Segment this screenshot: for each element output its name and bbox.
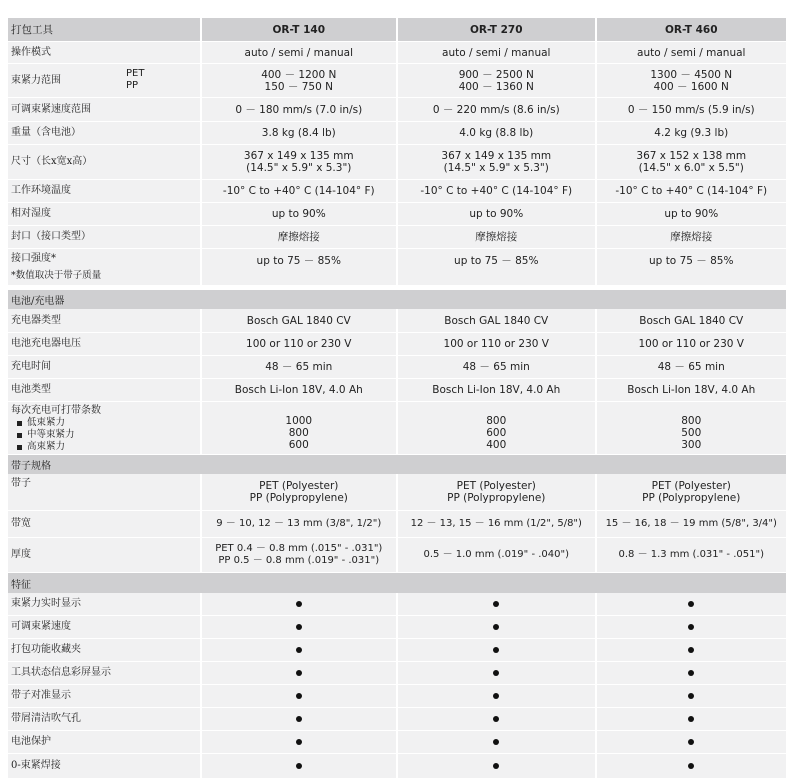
row-seal-type bbox=[8, 226, 786, 249]
value-line: PP (Polypropylene) bbox=[447, 492, 546, 504]
value-line: 300 bbox=[681, 439, 702, 451]
bullet-dot-icon bbox=[493, 739, 499, 745]
bullet-dot-icon bbox=[493, 716, 499, 722]
cell-value: Bosch GAL 1840 CV bbox=[398, 309, 594, 332]
row-label: 带子 bbox=[8, 474, 200, 510]
bullet-dot-icon bbox=[493, 693, 499, 699]
bullet-dot-icon bbox=[296, 670, 302, 676]
feature-label: 可调束紧速度 bbox=[8, 616, 200, 638]
value-line: 400 － 1360 N bbox=[458, 80, 534, 93]
value-line: 800 bbox=[288, 427, 309, 439]
sub-label-pp: PP bbox=[126, 80, 139, 91]
cell-value bbox=[398, 538, 594, 572]
row-label: 充电时间 bbox=[8, 356, 200, 378]
bullet-dot-icon bbox=[688, 601, 694, 607]
feature-label: 带屑清洁吹气孔 bbox=[8, 708, 200, 730]
value-line: 400 － 1200 N bbox=[261, 68, 337, 81]
cell-value: -10° C to +40° C (14-104° F) bbox=[202, 180, 397, 202]
value-line: PET (Polyester) bbox=[456, 480, 536, 492]
cell-feature bbox=[202, 616, 397, 638]
cell-feature bbox=[202, 708, 397, 730]
model-or-t-140: OR-T 140 bbox=[202, 18, 397, 41]
cell-value bbox=[398, 474, 594, 510]
row-operating-mode bbox=[8, 42, 786, 64]
cell-feature bbox=[398, 616, 594, 638]
row-label: 电池类型 bbox=[8, 379, 200, 401]
cell-value bbox=[597, 145, 787, 179]
cell-value bbox=[202, 145, 397, 179]
bullet-dot-icon bbox=[688, 670, 694, 676]
cell-feature bbox=[597, 708, 787, 730]
value-line: (14.5" x 5.9" x 5.3") bbox=[443, 162, 549, 174]
value-line: 500 bbox=[681, 427, 702, 439]
row-feature bbox=[8, 708, 786, 731]
row-label: 操作模式 bbox=[8, 42, 200, 63]
row-charger-voltage bbox=[8, 333, 786, 356]
cell-value bbox=[597, 402, 787, 454]
bullet-dot-icon bbox=[296, 693, 302, 699]
row-feature bbox=[8, 593, 786, 616]
cell-value bbox=[398, 402, 594, 454]
value-line: 600 bbox=[288, 439, 309, 451]
bullet-text: 低束紧力 bbox=[27, 417, 66, 428]
cell-feature bbox=[398, 754, 594, 778]
bullet-dot-icon bbox=[296, 763, 302, 769]
feature-label: 带子对准显示 bbox=[8, 685, 200, 707]
cell-value bbox=[597, 538, 787, 572]
cell-value: up to 90% bbox=[398, 203, 594, 225]
section-strap-specs: 带子规格 bbox=[8, 455, 786, 474]
row-label: 带宽 bbox=[8, 511, 200, 537]
cell-value: auto / semi / manual bbox=[202, 42, 397, 63]
row-label: 每次充电可打带条数 bbox=[11, 405, 101, 416]
cell-value: -10° C to +40° C (14-104° F) bbox=[398, 180, 594, 202]
cell-value: 3.8 kg (8.4 lb) bbox=[202, 122, 397, 144]
feature-label: 0-束紧焊接 bbox=[8, 754, 200, 778]
value-line: PET (Polyester) bbox=[651, 480, 731, 492]
row-feature bbox=[8, 662, 786, 685]
value-line: 367 x 149 x 135 mm bbox=[441, 150, 552, 162]
bullet-dot-icon bbox=[296, 624, 302, 630]
bullet-dot-icon bbox=[688, 739, 694, 745]
bullet-dot-icon bbox=[688, 647, 694, 653]
cell-value: 4.0 kg (8.8 lb) bbox=[398, 122, 594, 144]
row-feature bbox=[8, 616, 786, 639]
bullet-dot-icon bbox=[493, 647, 499, 653]
value-line: 900 － 2500 N bbox=[458, 68, 534, 81]
cell-feature bbox=[597, 662, 787, 684]
value-line: PET 0.4 － 0.8 mm (.015" - .031") bbox=[215, 543, 383, 554]
value-line: 400 bbox=[486, 439, 507, 451]
bullet-dot-icon bbox=[688, 716, 694, 722]
row-label: 充电器类型 bbox=[8, 309, 200, 332]
bullet-dot-icon bbox=[493, 601, 499, 607]
cell-value: 摩擦熔接 bbox=[398, 226, 594, 248]
row-feature bbox=[8, 639, 786, 662]
value-line: PP 0.5 － 0.8 mm (.019" - .031") bbox=[218, 555, 380, 566]
cell-value: up to 75 － 85% bbox=[398, 249, 594, 285]
bullet-dot-icon bbox=[296, 739, 302, 745]
model-or-t-270: OR-T 270 bbox=[398, 18, 594, 41]
cell-feature bbox=[597, 593, 787, 615]
row-tension-range bbox=[8, 64, 786, 98]
value-line: 600 bbox=[486, 427, 507, 439]
bullet-dot-icon bbox=[296, 647, 302, 653]
cell-feature bbox=[398, 685, 594, 707]
cell-value bbox=[398, 64, 594, 97]
cell-feature bbox=[202, 754, 397, 778]
bullet-dot-icon bbox=[688, 763, 694, 769]
bullet-dot-icon bbox=[688, 693, 694, 699]
value-line: 400 － 1600 N bbox=[653, 80, 729, 93]
row-charge-time bbox=[8, 356, 786, 379]
cell-value bbox=[202, 538, 397, 572]
cell-value bbox=[597, 474, 787, 510]
value-line: 367 x 149 x 135 mm bbox=[243, 150, 354, 162]
cell-value: up to 90% bbox=[597, 203, 787, 225]
row-temperature bbox=[8, 180, 786, 203]
row-label-cell bbox=[8, 249, 200, 285]
row-label: 相对湿度 bbox=[8, 203, 200, 225]
cell-value: auto / semi / manual bbox=[597, 42, 787, 63]
row-label: 厚度 bbox=[8, 538, 200, 572]
value-line: 1300 － 4500 N bbox=[650, 68, 733, 81]
cell-feature bbox=[202, 593, 397, 615]
row-speed-range bbox=[8, 98, 786, 122]
cell-value: 9 － 10, 12 － 13 mm (3/8", 1/2") bbox=[202, 511, 397, 537]
row-label: 束紧力范围 bbox=[11, 74, 61, 86]
value-line: 1000 bbox=[285, 415, 313, 427]
bullet-dot-icon bbox=[493, 763, 499, 769]
cell-value: -10° C to +40° C (14-104° F) bbox=[597, 180, 787, 202]
value-line: 0.5 － 1.0 mm (.019" - .040") bbox=[423, 549, 570, 560]
cell-feature bbox=[398, 639, 594, 661]
feature-label: 束紧力实时显示 bbox=[8, 593, 200, 615]
cell-value bbox=[202, 402, 397, 454]
square-bullet-icon bbox=[17, 445, 22, 450]
feature-label: 打包功能收藏夹 bbox=[8, 639, 200, 661]
value-line: 367 x 152 x 138 mm bbox=[636, 150, 747, 162]
row-feature bbox=[8, 754, 786, 778]
spec-table bbox=[8, 18, 786, 778]
cell-value bbox=[597, 64, 787, 97]
bullet-item bbox=[11, 429, 75, 441]
value-line: 0.8 － 1.3 mm (.031" - .051") bbox=[618, 549, 764, 560]
row-humidity bbox=[8, 203, 786, 226]
cell-value: auto / semi / manual bbox=[398, 42, 594, 63]
cell-value bbox=[202, 474, 397, 510]
model-or-t-460: OR-T 460 bbox=[597, 18, 787, 41]
cell-value: 100 or 110 or 230 V bbox=[597, 333, 787, 355]
bullet-dot-icon bbox=[688, 624, 694, 630]
value-line: 800 bbox=[486, 415, 507, 427]
cell-feature bbox=[202, 662, 397, 684]
cell-value: Bosch Li-Ion 18V, 4.0 Ah bbox=[398, 379, 594, 401]
section-features: 特征 bbox=[8, 573, 786, 593]
cell-value: 100 or 110 or 230 V bbox=[398, 333, 594, 355]
square-bullet-icon bbox=[17, 433, 22, 438]
section-battery-charger: 电池/充电器 bbox=[8, 290, 786, 309]
cell-value: 48 － 65 min bbox=[398, 356, 594, 378]
cell-feature bbox=[597, 616, 787, 638]
cell-feature bbox=[398, 662, 594, 684]
bullet-item bbox=[11, 417, 65, 429]
value-line: (14.5" x 6.0" x 5.5") bbox=[638, 162, 744, 174]
cell-feature bbox=[597, 731, 787, 753]
row-label: 接口强度* bbox=[11, 252, 56, 264]
table-header bbox=[8, 18, 786, 42]
bullet-text: 中等束紧力 bbox=[27, 429, 75, 440]
header-label: 打包工具 bbox=[8, 18, 200, 41]
value-line: PP (Polypropylene) bbox=[642, 492, 741, 504]
cell-value: up to 90% bbox=[202, 203, 397, 225]
cell-feature bbox=[398, 708, 594, 730]
bullet-dot-icon bbox=[296, 716, 302, 722]
cell-value: 0 － 220 mm/s (8.6 in/s) bbox=[398, 98, 594, 121]
cell-feature bbox=[398, 593, 594, 615]
row-label: 封口（接口类型） bbox=[8, 226, 200, 248]
cell-feature bbox=[398, 731, 594, 753]
cell-value: 48 － 65 min bbox=[597, 356, 787, 378]
cell-value: Bosch Li-Ion 18V, 4.0 Ah bbox=[202, 379, 397, 401]
cell-value: 4.2 kg (9.3 lb) bbox=[597, 122, 787, 144]
sub-label-pet: PET bbox=[126, 68, 145, 79]
bullet-item bbox=[11, 441, 65, 453]
row-label-cell bbox=[8, 402, 200, 454]
row-label: 电池充电器电压 bbox=[8, 333, 200, 355]
bullet-dot-icon bbox=[493, 670, 499, 676]
square-bullet-icon bbox=[17, 421, 22, 426]
row-label: 重量（含电池） bbox=[8, 122, 200, 144]
cell-value: Bosch Li-Ion 18V, 4.0 Ah bbox=[597, 379, 787, 401]
footnote: *数值取决于带子质量 bbox=[11, 269, 102, 281]
cell-value: 0 － 180 mm/s (7.0 in/s) bbox=[202, 98, 397, 121]
row-label: 尺寸（长x宽x高） bbox=[8, 145, 200, 179]
bullet-dot-icon bbox=[493, 624, 499, 630]
value-line: (14.5" x 5.9" x 5.3") bbox=[246, 162, 352, 174]
row-strap-thickness bbox=[8, 538, 786, 573]
cell-value: 15 － 16, 18 － 19 mm (5/8", 3/4") bbox=[597, 511, 787, 537]
cell-value: Bosch GAL 1840 CV bbox=[597, 309, 787, 332]
cell-value: 摩擦熔接 bbox=[202, 226, 397, 248]
row-label-cell bbox=[8, 64, 200, 97]
feature-label: 工具状态信息彩屏显示 bbox=[8, 662, 200, 684]
row-dimensions bbox=[8, 145, 786, 180]
row-battery-type bbox=[8, 379, 786, 402]
cell-value: 100 or 110 or 230 V bbox=[202, 333, 397, 355]
cell-value: up to 75 － 85% bbox=[202, 249, 397, 285]
cell-feature bbox=[597, 685, 787, 707]
row-strap-material bbox=[8, 474, 786, 511]
cell-value: 12 － 13, 15 － 16 mm (1/2", 5/8") bbox=[398, 511, 594, 537]
row-strap-width bbox=[8, 511, 786, 538]
cell-value bbox=[202, 64, 397, 97]
cell-value: Bosch GAL 1840 CV bbox=[202, 309, 397, 332]
cell-feature bbox=[202, 731, 397, 753]
feature-label: 电池保护 bbox=[8, 731, 200, 753]
cell-value: up to 75 － 85% bbox=[597, 249, 787, 285]
cell-value: 摩擦熔接 bbox=[597, 226, 787, 248]
cell-feature bbox=[202, 639, 397, 661]
cell-feature bbox=[597, 639, 787, 661]
cell-value: 48 － 65 min bbox=[202, 356, 397, 378]
cell-feature bbox=[597, 754, 787, 778]
value-line: 800 bbox=[681, 415, 702, 427]
bullet-dot-icon bbox=[296, 601, 302, 607]
row-charger-type bbox=[8, 309, 786, 333]
row-feature bbox=[8, 731, 786, 754]
row-straps-per-charge bbox=[8, 402, 786, 455]
row-feature bbox=[8, 685, 786, 708]
cell-value: 0 － 150 mm/s (5.9 in/s) bbox=[597, 98, 787, 121]
row-label: 可调束紧速度范围 bbox=[8, 98, 200, 121]
value-line: PP (Polypropylene) bbox=[249, 492, 348, 504]
row-weight bbox=[8, 122, 786, 145]
cell-value bbox=[398, 145, 594, 179]
value-line: 150 － 750 N bbox=[264, 80, 333, 93]
bullet-text: 高束紧力 bbox=[27, 441, 66, 452]
row-seal-strength bbox=[8, 249, 786, 286]
row-label: 工作环境温度 bbox=[8, 180, 200, 202]
cell-feature bbox=[202, 685, 397, 707]
value-line: PET (Polyester) bbox=[259, 480, 339, 492]
